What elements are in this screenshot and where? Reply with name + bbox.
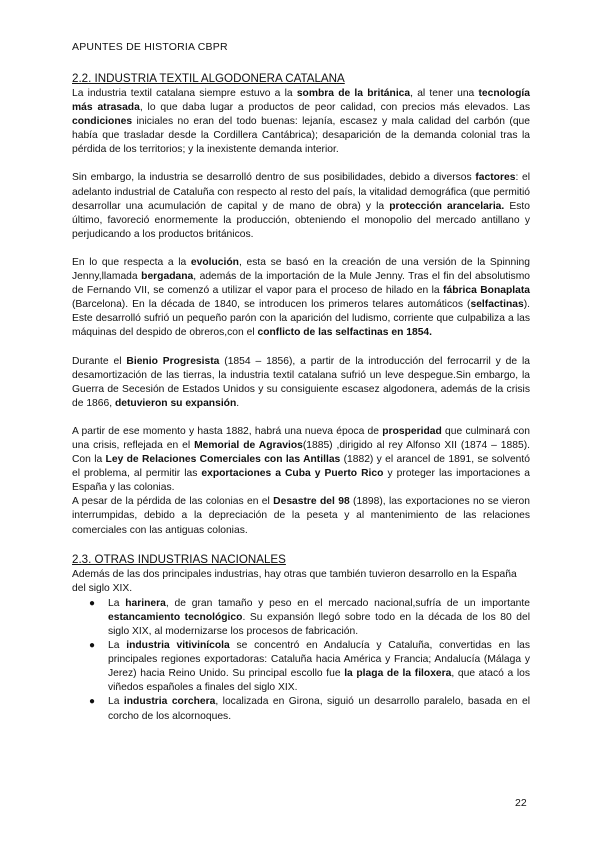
paragraph-prosperity: A partir de ese momento y hasta 1882, habrá una nueva época de prosperidad que culminará con una crisis, reflejada en el Memorial de Agravios(1885) ,dirigido al rey Alfonso XII (1874 – 1885). Con la Ley de Relaciones Comerciales con las Antillas (1882) y el arancel de 1891, se solventó el problema, al permitir las exportaciones a Cuba y Puerto Rico y proteger las importaciones a España y las colonias. <box>72 425 531 494</box>
bullet-icon: ● <box>89 597 96 609</box>
page-content <box>72 72 530 724</box>
paragraph-evolution: En lo que respecta a la evolución, esta se basó en la creación de una versión de la Spinning Jenny,llamada bergadana, además de la importación de la Mule Jenny. Tras el fin del absolutismo de Fernando VII, se comenzó a utilizar el vapor para el proceso de hilado en la fábrica Bonaplata (Barcelona). En la década de 1840, se introducen los primeros telares automáticos (selfactinas). Este desarrolló sufrió un pequeño parón con la aparición del ludismo, corriente que culpabiliza a las máquinas del despido de obreros,con el conflicto de las selfactinas en 1854. <box>72 256 530 339</box>
paragraph-conditions: La industria textil catalana siempre estuvo a la sombra de la británica, al tener una tecnología más atrasada, lo que daba lugar a productos de peor calidad, con precios más elevados. Las condiciones iniciales no eran del todo buenas: lejanía, escasez y mala calidad del carbón (que había que trasladar desde la Cordillera Cantábrica); desaparición de la demanda colonial tras la pérdida de los territorios; y la inexistente demanda interior. <box>72 88 530 156</box>
section-title-2-2: 2.2. INDUSTRIA TEXTIL ALGODONERA CATALANA <box>72 72 345 85</box>
list-item-vitivinicola: ● La industria vitivinícola se concentró en Andalucía y Cataluña, convertidas en las principales regiones exportadoras: Cataluña hacia América y Francia; Andalucía (Málaga y Jerez) hacia Reino Unido. Su principal escollo fue la plaga de la filoxera, que atacó a los viñedos españoles a finales del siglo XIX. <box>89 640 530 694</box>
list-item-harinera: ● La harinera, de gran tamaño y peso en el mercado nacional,sufría de un importante estancamiento tecnológico. Su expansión llegó sobre todo en la década de los 80 del siglo XIX, al modernizarse los procesos de fabricación. <box>89 597 531 637</box>
paragraph-other-industries-intro: Además de las dos principales industrias, hay otras que también tuvieron desarrollo en la España del siglo XIX. <box>72 568 517 594</box>
paragraph-bienio: Durante el Bienio Progresista (1854 – 1856), a partir de la introducción del ferrocarril y de la desamortización de las tierras, la industria textil catalana sufrió un leve despegue.Sin embargo, la Guerra de Secesión de Estados Unidos y su consiguiente escasez algodonera, además de la crisis de 1866, detuvieron su expansión. <box>72 355 530 409</box>
bullet-icon: ● <box>89 640 96 652</box>
list-item-corchera: ● La industria corchera, localizada en Girona, siguió un desarrollo paralelo, basada en el corcho de los alcornoques. <box>89 696 530 722</box>
industries-list <box>72 597 530 724</box>
page-number: 22 <box>515 797 527 809</box>
page-header: APUNTES DE HISTORIA CBPR <box>72 41 228 53</box>
paragraph-factors: Sin embargo, la industria se desarrolló dentro de sus posibilidades, debido a diversos factores: el adelanto industrial de Cataluña con respecto al resto del país, la vitalidad demográfica (que permitió desarrollar una acumulación de capital y de mano de obra) y la protección arancelaria. Esto último, favoreció enormemente la producción, obteniendo el monopolio del mercado antillano y perjudicando a los productos británicos. <box>72 172 530 240</box>
bullet-icon: ● <box>89 696 96 708</box>
section-title-2-3: 2.3. OTRAS INDUSTRIAS NACIONALES <box>72 552 286 566</box>
paragraph-desastre: A pesar de la pérdida de las colonias en el Desastre del 98 (1898), las exportaciones no se vieron interrumpidas, debido a la depreciación de la peseta y al mantenimiento de las relaciones comerciales con las antiguas colonias. <box>72 496 531 536</box>
